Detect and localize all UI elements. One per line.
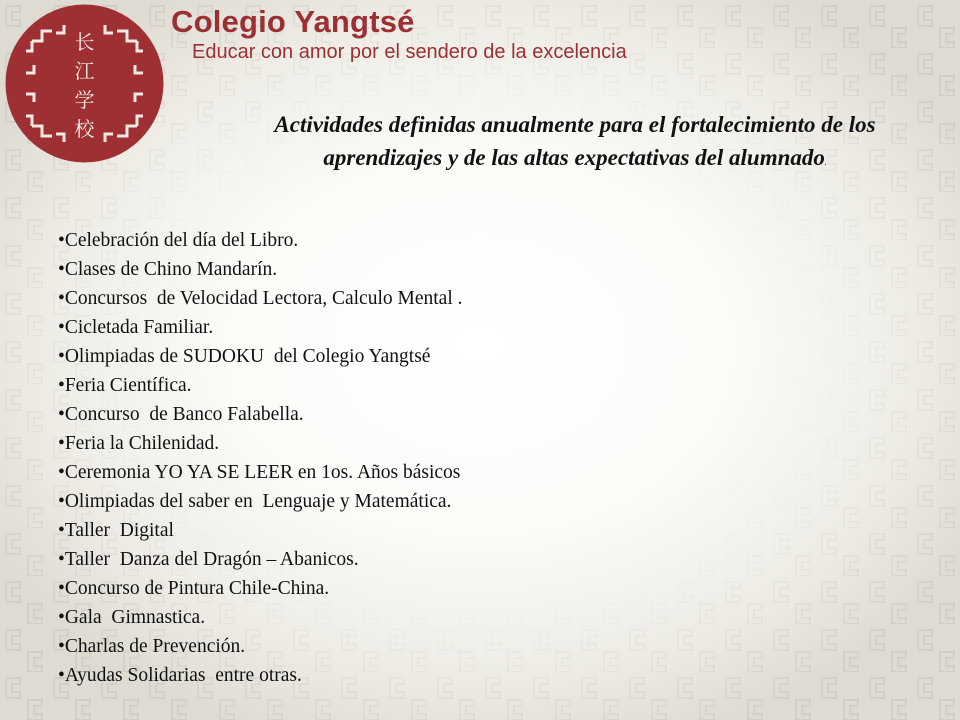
school-name: Colegio Yangtsé — [171, 4, 415, 39]
title-line-2-text: aprendizajes y de las altas expectativas del alumnado — [323, 145, 825, 170]
activity-item: • Ayudas Solidarias entre otras. — [58, 661, 462, 690]
activity-item: • Taller Digital — [58, 516, 462, 545]
school-motto: Educar con amor por el sendero de la excelencia — [192, 41, 627, 63]
activity-item: • Celebración del día del Libro. — [58, 226, 462, 255]
activity-item: • Olimpiadas de SUDOKU del Colegio Yangtsé — [58, 342, 462, 371]
school-seal-icon — [4, 3, 165, 164]
title-suffix: . — [824, 159, 827, 167]
activity-item: • Taller Danza del Dragón – Abanicos. — [58, 545, 462, 574]
activity-item: • Cicletada Familiar. — [58, 313, 462, 342]
activity-item: • Charlas de Prevención. — [58, 632, 462, 661]
page-title — [205, 108, 945, 180]
seal-char-2: 江 — [74, 59, 95, 83]
activity-item: • Ceremonia YO YA SE LEER en 1os. Años básicos — [58, 458, 462, 487]
activity-item: • Feria la Chilenidad. — [58, 429, 462, 458]
activity-item: • Olimpiadas del saber en Lenguaje y Matemática. — [58, 487, 462, 516]
title-line-1: Actividades definidas anualmente para el fortalecimiento de los — [274, 112, 876, 137]
activity-item: • Feria Científica. — [58, 371, 462, 400]
activity-item: • Concurso de Banco Falabella. — [58, 400, 462, 429]
activities-list — [58, 226, 462, 690]
seal-char-1: 长 — [74, 30, 95, 54]
activity-item: • Concurso de Pintura Chile-China. — [58, 574, 462, 603]
activity-item: • Concursos de Velocidad Lectora, Calculo Mental . — [58, 284, 462, 313]
activity-item: • Gala Gimnastica. — [58, 603, 462, 632]
title-line-2 — [205, 141, 945, 180]
seal-char-4: 校 — [74, 117, 95, 141]
activity-item: • Clases de Chino Mandarín. — [58, 255, 462, 284]
seal-char-3: 学 — [74, 88, 95, 112]
